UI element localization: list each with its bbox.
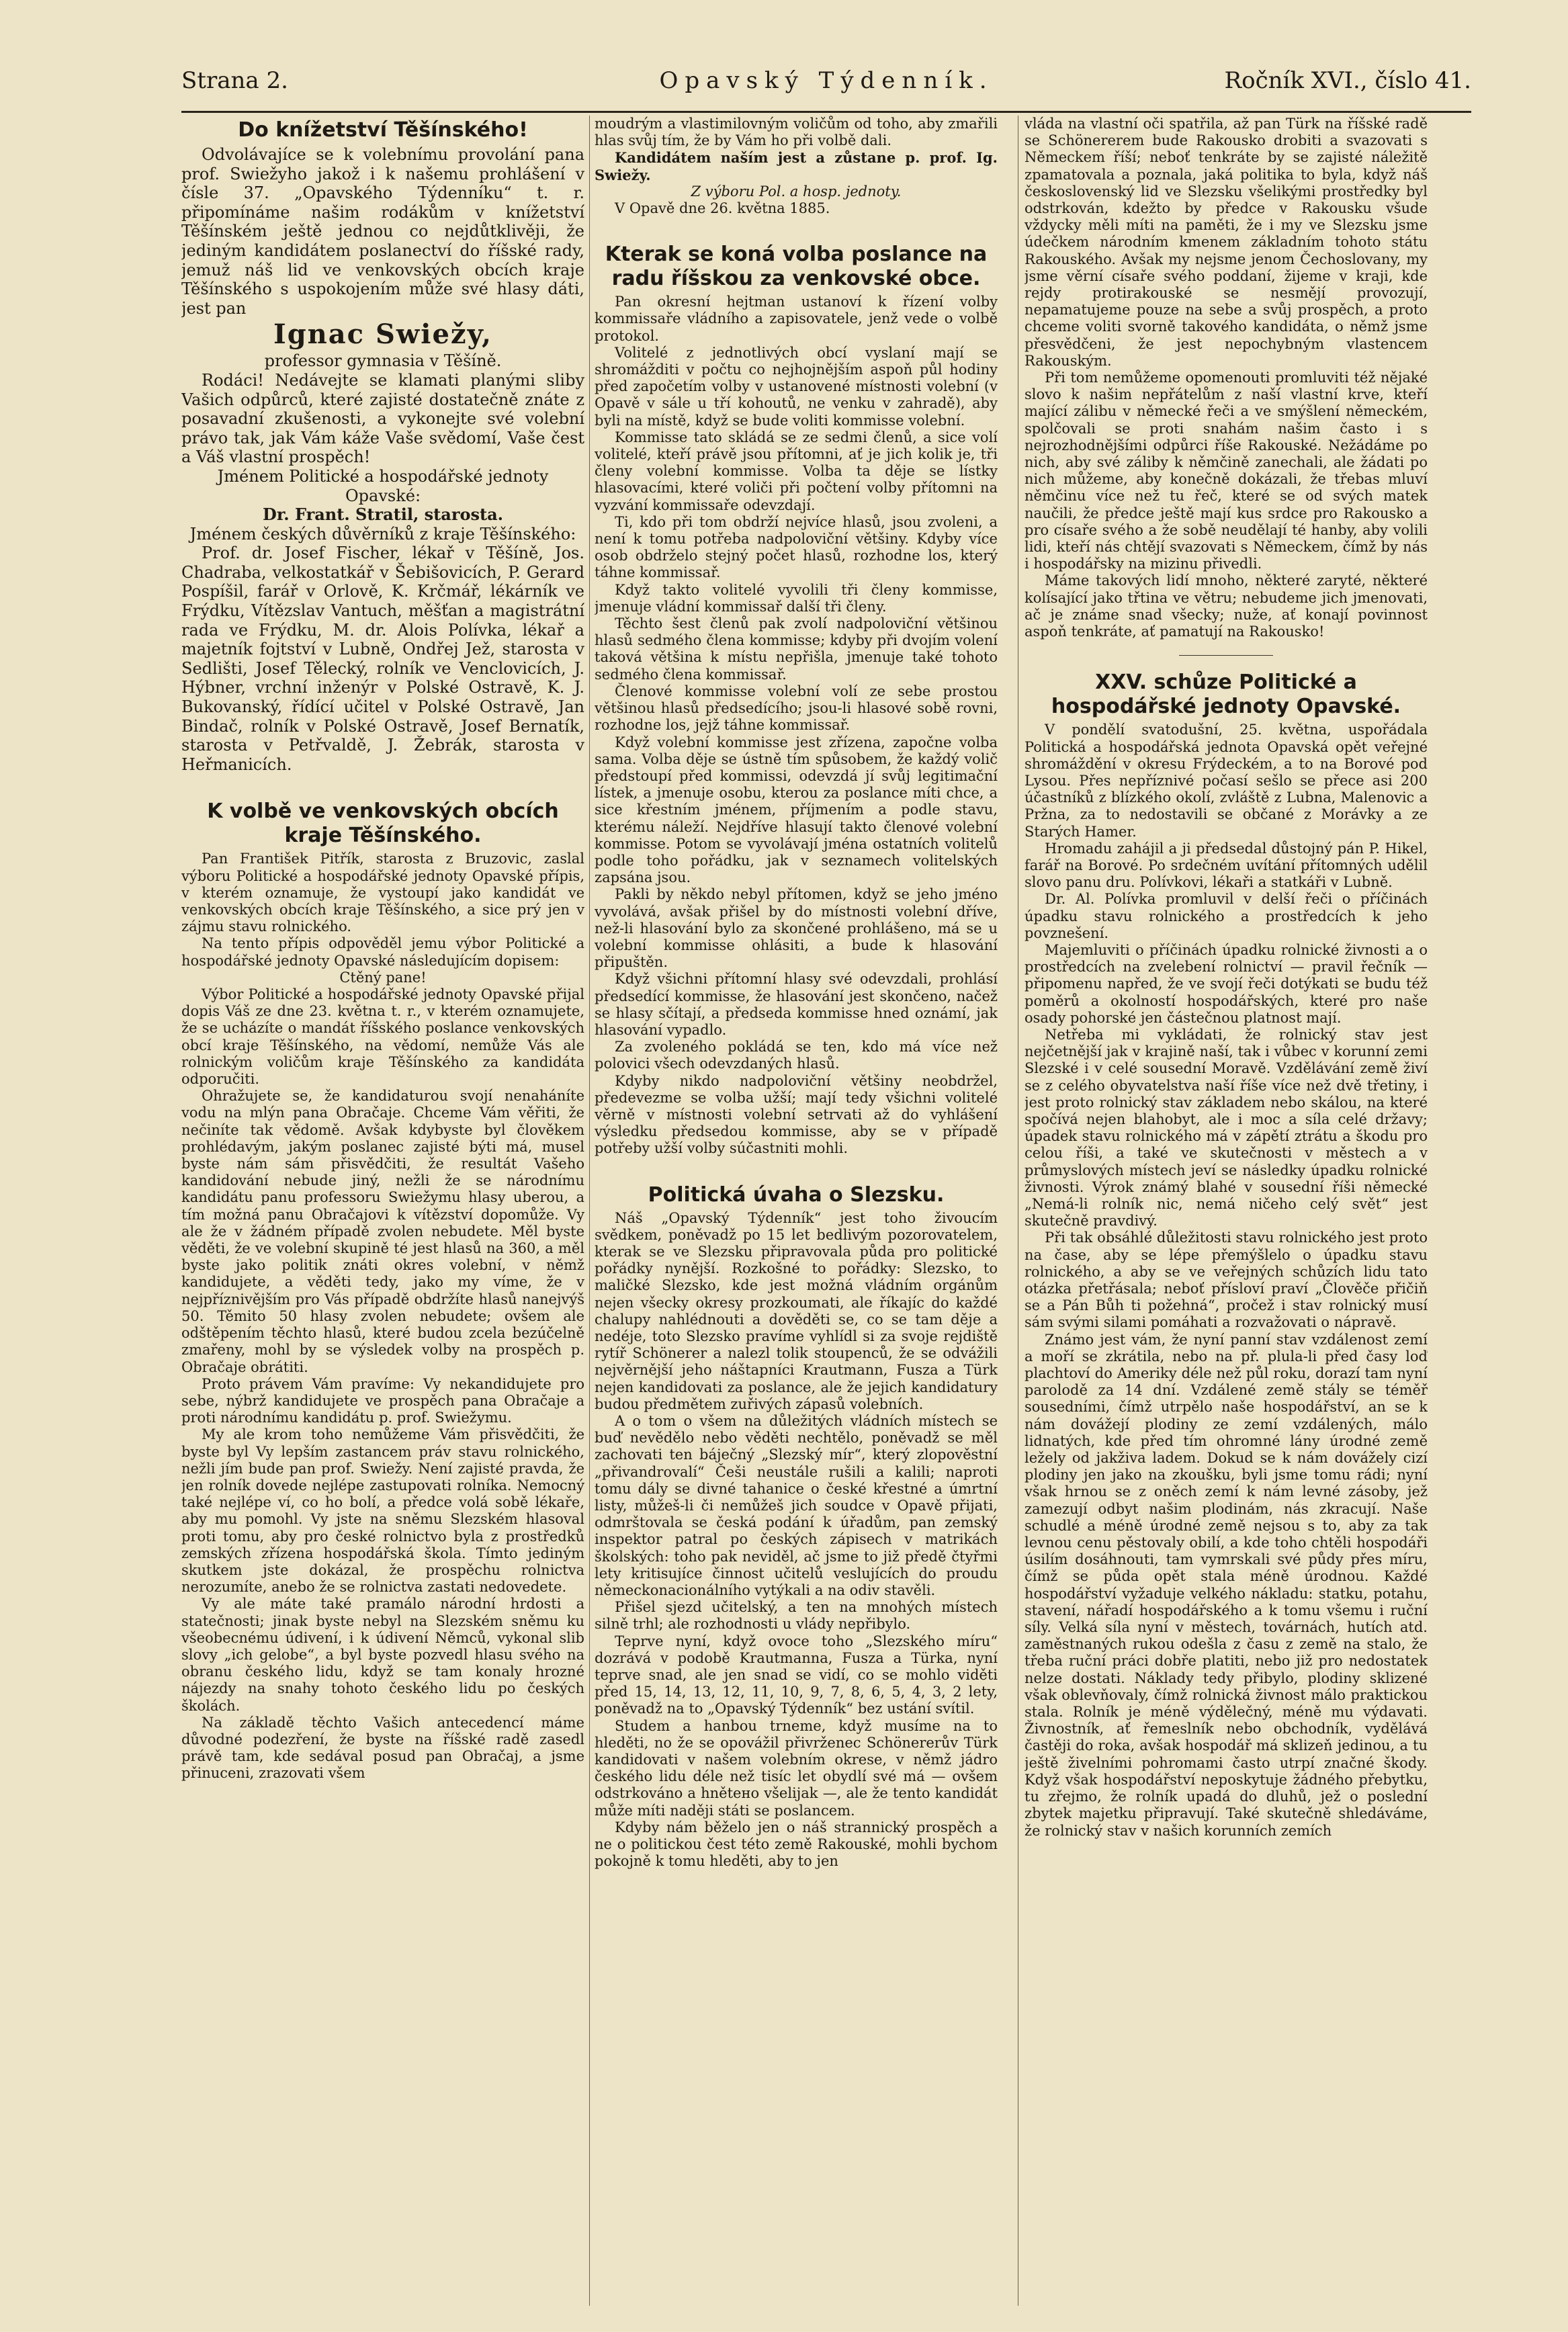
signer-name: Dr. Frant. Stratil, starosta.: [263, 505, 503, 525]
article-paragraph: Pan okresní hejtman ustanoví k řízení volby kommissaře vládního a zapisovatele, jenž vede o volbě protokol.: [595, 294, 998, 344]
article-paragraph: Majemluviti o příčinách úpadku rolnické živnosti a o prostředcích na zvelebení rolnictví — pravil řečník — připomenu napřed, že ve svojí řeči dotýkati se budu též poměrů a okolností hospodářských, které pro naše osady pohorské jen částečnou platnost mají.: [1025, 941, 1428, 1026]
article-paragraph: Výbor Politické a hospodářské jednoty Opavské přijal dopis Váš ze dne 23. května t. r., v kterém oznamujete, že se ucházíte o mandát říšského poslance venkovských obcí kraje Těšínského, na vědomí, nemůže Vás ale rolnickým voličům kraje Těšínského za kandidáta odporučiti.: [181, 986, 584, 1088]
article-silesia-continued: [1025, 116, 1428, 640]
article-paragraph: Při tak obsáhlé důležitosti stavu rolnického jest proto na čase, aby se lépe přemýšlelo o úpadku stavu rolnického, a aby se ve veřejných schůzích lidu tato otázka přetřásala; neboť přísloví praví „Člověče přičiň se a Pán Bůh ti požehná“, pročež i stav rolnický musí sám svými silami pomáhati a rozvažovati o nápravě.: [1025, 1229, 1428, 1331]
article-paragraph: Rodáci! Nedávejte se klamati planými sliby Vašich odpůrců, které zajisté dostatečně znáte z posavadní zkušenosti, a vykonejte své volební právo tak, jak Vám káže Vaše svědomí, Vaše čest a Váš vlastní prospěch!: [181, 370, 584, 467]
article-paragraph: Netřeba mi vykládati, že rolnický stav jest nejčetnější jak v krajině naší, tak i vůbec v korunní zemi Slezské i v celé sousední Moravě. Vzdělávání země živí se z celého obyvatelstva naší říše více než dvě třetiny, i jest proto rolnický stav základem nebo skálou, na které spočívá nejen blahobyt, ale i moc a síla celé državy; úpadek stavu rolnického má v zápětí ztrátu a škodu pro celou říši, a také ve skutečnosti v městech a v průmyslových místech jeví se následky úpadku rolnické živnosti. Výrok známý blahé v sousední říši německé „Nemá-li rolník nic, nemá ničeho celý svět“ jest skutečně pravdivý.: [1025, 1026, 1428, 1229]
article-title: XXV. schůze Politické a hospodářské jednoty Opavské.: [1051, 671, 1401, 719]
article-paragraph: Na základě těchto Vašich antecedencí máme důvodné podezření, že byste na říšské radě zasedl právě tam, kde sedával posud pan Obračaj, a jsme přinuceni, zrazovati všem: [181, 1714, 584, 1782]
article-rural-election: [181, 800, 584, 1782]
page-header: [181, 62, 1471, 102]
article-title: Politická úvaha o Slezsku.: [648, 1182, 945, 1207]
article-paragraph: Když takto volitelé vyvolili tři členy kommisse, jmenuje vládní kommissař další tři členy.: [595, 581, 998, 615]
dateline: V Opavě dne 26. května 1885.: [615, 200, 830, 217]
article-paragraph: Hromadu zahájil a ji předsedal důstojný pán P. Hikel, farář na Borové. Po srdečném uvítání přítomných udělil slovo panu dru. Polívkovi, lékaři a statkáři v Lubně.: [1025, 840, 1428, 891]
signature-line: Z výboru Pol. a hosp. jednoty.: [691, 183, 902, 200]
article-paragraph: Volitelé z jednotlivých obcí vyslaní mají se shromážditi v počtu co nejhojnějším aspoň půl hodiny před započetím volby v ustanovené místnosti volební (v Opavě v sále u tří kohoutů, ne venku v zahradě), aby byli na místě, když se bude voliti kommisse volební.: [595, 344, 998, 429]
article-teschen-principality: [181, 118, 584, 774]
article-silesia-reflection: [595, 1183, 998, 1870]
article-paragraph: My ale krom toho nemůžeme Vám přisvědčiti, že byste byl Vy lepším zastancem práv stavu rolnického, nežli jím bude pan prof. Swiežy. Není zajisté pravda, že jen rolník dovede nejlépe zastupovati rolníka. Nemocný také nejlépe ví, co ho bolí, a předce volá sobě lékaře, aby mu pomohl. Vy jste na sněmu Slezském hlasoval proti tomu, aby pro české rolnictvo byla z prostředků zemských zřízena hospodářská škola. Tímto jediným skutkem jste dokázal, že prospěchu rolnictva nerozumíte, anebo že se rolnictva zastati nedovedete.: [181, 1426, 584, 1596]
column-2: [595, 116, 998, 2306]
article-election-procedure: [595, 243, 998, 1157]
article-paragraph: Když volební kommisse jest zřízena, započne volba sama. Volba děje se ústně tím spůsobem, že každý volič předstoupí před kommissi, odevzdá jí svůj legitimační lístek, a jmenuje osobu, kterou za poslance míti chce, a sice křestním jménem, příjmením a podle stavu, kterému náleží. Nejdříve hlasují takto členové volební kommisse. Potom se vyvolávají jména ostatních volitelů podle toho pořádku, jak v seznamech volitelských zapsána jsou.: [595, 734, 998, 886]
article-paragraph: A o tom o všem na důležitých vládních místech se buď nevědělo nebo věděti nechtělo, poněvadž se měl zachovati ten báječný „Slezský mír“, který zlopověstní „přivandrovalí“ Češi neustále rušili a kalili; naproti tomu dály se divné tahanice o české křestné a úmrtní listy, můžeš-li či nemůžeš jich soudce v Opavě přijati, odmrštovala se česká podání k úřadům, pan zemský inspektor patral po českých zápisech v matrikách školských: toho pak neviděl, ač jsme to již předě čtyřmi lety kritisujíce činnost učitelů veslujících do proudu německonacionálního vytýkali a na odiv stavěli.: [595, 1413, 998, 1599]
candidate-name: Ignac Swiežy,: [273, 318, 492, 351]
article-paragraph: Na tento přípis odpověděl jemu výbor Politické a hospodářské jednoty Opavské následujícím dopisem:: [181, 935, 584, 969]
article-paragraph: Náš „Opavský Týdenník“ jest toho živoucím svědkem, poněvadž po 15 let bedlivým pozorovatelem, kterak se ve Slezsku připravovala půda pro politické pořádky nynější. Rozkošné to pořádky: Slezsko, to maličké Slezsko, kde jest možná vládním orgánům nejen všecky okresy prozkoumati, ale říkajíc do každé chalupy nahlédnouti a dověděti se, co se tam děje a nedéje, toto Slezsko pravíme vyhlídl si za svoje rejdiště rytíř Schönerer a nalezl tolik stoupenců, že se odvážili nejvěrnější jeho náštapníci Krautmann, Fusza a Türk nejen kandidovati za poslance, ale že jejich kandidatury budou předmětem zuřivých zápasů volebních.: [595, 1209, 998, 1412]
article-paragraph: Při tom nemůžeme opomenouti promluviti též nějaké slovo k našim nepřátelům z naší vlastní krve, kteří mající zálibu v německé řeči a ve smýšlení německém, spolčovali se proti snahám našim často i s nejrozhodnějšími odpůrci říše Rakouské. Nežádáme po nich, aby své záliby k němčině zanechali, ale žádati po nich můžeme, aby konečně dokázali, že třebas mluví němčinu více než tu řeč, které se od svých matek naučili, že předce ještě mají kus srdce pro Rakousko a pro císaře svého a že sobě neudělají té hanby, aby volili lidi, kteří nás chtějí svazovati s Německem, čímž by nás i hospodářsky na mizinu přivedli.: [1025, 370, 1428, 572]
article-paragraph: Studem a hanbou trneme, když musíme na to hleděti, no že se opovážil přivrženec Schönererův Türk kandidovati v našem volebním okrese, v němž jádro českého lidu déle než tisíc let obydlí své má — ovšem odstrkováno a hnětено všelijak —, ale že tento kandidát může míti naději státi se poslancem.: [595, 1717, 998, 1819]
article-paragraph: Teprve nyní, když ovoce toho „Slezského míru“ dozrává v podobě Krautmanna, Fusza a Türka, nyní teprve snad, ale jen snad se vidí, co se mohlo viděti před 15, 14, 13, 12, 11, 10, 9, 7, 8, 6, 5, 4, 3, 2 lety, poněvadž na to „Opavský Týdenník“ bez ustání svítil.: [595, 1633, 998, 1717]
article-paragraph: Kandidátem naším jest a zůstane p. prof. Ig. Swiežy.: [595, 149, 998, 183]
article-paragraph: V pondělí svatodušní, 25. května, uspořádala Politická a hospodářská jednota Opavská opět veřejné shromáždění v okresu Frýdeckém, a to na Borové pod Lysou. Přes nepříznivé počasí sešlo se přece asi 200 účastníků z blízkého okolí, zvláště z Lubna, Malenovic a Pržna, za to nedostavili se občané z Morávky a ze Starých Hamer.: [1025, 722, 1428, 840]
article-title: Do knížetství Těšínského!: [238, 118, 528, 142]
letter-salutation: Ctěný pane!: [339, 969, 427, 986]
article-paragraph: Těchto šest členů pak zvolí nadpoloviční většinou hlasů sedmého člena kommisse; kdyby při dvojím volení taková většina k místu nepřišla, jmenuje také tohoto sedmého člena kommissař.: [595, 615, 998, 683]
article-paragraph: Přišel sjezd učitelský, a ten na mnohých místech silně trhl; ale rozhodnosti u vlády nepřibylo.: [595, 1599, 998, 1633]
article-paragraph: Pan František Pitřík, starosta z Bruzovic, zaslal výboru Politické a hospodářské jednoty Opavské přípis, v kterém oznamuje, že vystoupí jako kandidát ve venkovských obcích kraje Těšínského, a sice prý jen v zájmu stavu rolnického.: [181, 851, 584, 935]
article-paragraph: Máme takových lidí mnoho, některé zaryté, některé kolísající jako třtina ve větru; nebudeme jich jmenovati, ač je známe snad všecky; nuže, ať konají povinnost aspoň tenkráte, ať pamatují na Rakousko!: [1025, 572, 1428, 640]
column-3: [1025, 116, 1428, 2306]
article-paragraph: Kdyby nám běželo jen o náš strannický prospěch a ne o politickou čest této země Rakouské, mohli bychom pokojně k tomu hleděti, aby to jen: [595, 1819, 998, 1870]
article-paragraph: vláda na vlastní oči spatřila, až pan Türk na říšské radě se Schönererem bude Rakousko drobiti a svazovati s Německem říší; neboť tenkráte by se zajisté náležitě zpamatovala a poznala, jaká politika to byla, když náš československý lid ve Slezsku všelikými prostředky byl odstrkován, kdežto by předce v Rakousku všude vždycky měli míti na paměti, že i my ve Slezsku jsme údečkem národním kmenem základním tohoto státu Rakouského. Avšak my nejsme jenom Čechoslovany, my jsme věrní císaře svého poddaní, žijeme v kraji, kde rejdy protirakouské se nesmějí provozují, nepamatujeme pouze na sebe a svůj prospěch, a proto chceme voliti svorně takového kandidáta, o němž jsme přesvědčeni, že jest nepochybným vlastencem Rakouským.: [1025, 116, 1428, 369]
article-paragraph: Proto právem Vám pravíme: Vy nekandidujete pro sebe, nýbrž kandidujete ve prospěch pana Obračaje a proti národnímu kandidátu p. prof. Swiežymu.: [181, 1375, 584, 1426]
column-1: [181, 116, 584, 2306]
article-paragraph: Dr. Al. Polívka promluvil v delší řeči o příčinách úpadku stavu rolnického a prostředcích k jeho povznešení.: [1025, 891, 1428, 941]
article-paragraph: Za zvoleného pokládá se ten, kdo má více než polovici všech odevzdaných hlasů.: [595, 1039, 998, 1072]
candidate-title: professor gymnasia v Těšíně.: [264, 351, 502, 371]
page-number: Strana 2.: [181, 67, 288, 94]
article-paragraph: Ti, kdo při tom obdrží nejvíce hlasů, jsou zvoleni, a není k tomu potřeba nadpoloviční většiny. Kdyby více osob obdrželo stejný počet hlasů, rozhodne los, který táhne kommissař.: [595, 513, 998, 581]
article-paragraph: Když všichni přítomní hlasy své odevzdali, prohlásí předsedící kommisse, že hlasování jest skončeno, načež se hlasy sčítají, a předseda kommisse hned oznámí, jak hlasování vypadlo.: [595, 971, 998, 1038]
article-paragraph: Kdyby nikdo nadpoloviční většiny neobdržel, předevezme se volba užší; mají tedy všichni volitelé věrně v místnosti volební setrvati až do vyhlášení výsledku předsedou kommisse, aby se v případě potřeby užší volby súčastniti mohli.: [595, 1072, 998, 1157]
article-title: Kterak se koná volba poslance na radu říšskou za venkovské obce.: [605, 243, 988, 291]
on-behalf-line: Jménem českých důvěrníků z kraje Těšínského:: [189, 524, 576, 544]
column-divider: [589, 116, 590, 2306]
section-separator: [1179, 655, 1273, 656]
article-paragraph: Kommisse tato skládá se ze sedmi členů, a sice volí volitelé, kteří právě jsou přítomni, ať je jich kolik je, tři členy volební kommisse. Volba ta děje se lístky hlasovacími, které voliči při počtení volby přítomni na vyzvání kommissaře odevzdají.: [595, 429, 998, 513]
article-paragraph: Známo jest vám, že nyní panní stav vzdálenost zemí a moří se zkrátila, nebo na př. plula-li před časy loď plachtoví do Ameriky déle než půl roku, dorazí tam nyní parolodě za 14 dní. Vzdálené země stály se téměř sousedními, čímž utrpělo naše hospodářství, an se k nám dovážejí plodiny ze zemí vzdálených, málo lidnatých, kde před tím ohromné lány úrodné země ležely od jakživa ladem. Dokud se k nám dovážely cizí plodiny jen jako na zkoušku, byli jsme tomu rádi; nyní však hrnou se z oněch zemí k nám levné zásoby, jež zamezují odbyt našim plodinám, nás zkracují. Naše schudlé a méně úrodné země nejsou s to, aby za tak levnou cenu pěstovaly obilí, a kde toho chtěli hospodáři úsilím dosáhnouti, tam vymrskali své půdy přes míru, čímž se půda opět stala méně úrodnou. Každé hospodářství vyžaduje velkého nákladu: statku, potahu, stavení, nářadí hospodářského a k tomu všemu i ruční síly. Velká síla nyní v městech, továrnách, hutích atd. zaměstnaných rukou odešla z času z země na stalo, že třeba ruční práci dobře platiti, nebo již pro nedostatek nelze dostati. Náklady tedy přibylo, plodiny sklizené však oblevňovaly, čímž rolnická živnost málo praktickou stala. Rolník je méně výdělečný, méně mu výdavati. Živnostník, ať řemeslník nebo obchodník, vydělává častěji do roka, avšak hospodář má sklizeň jedinou, a tu ještě živelními pohromami často utrpí značné škody. Když však hospodářství neposkytuje žádného přebytku, tu zřejmo, že rolník upadá do dluhů, jež o poslední zbytek majetku připravují. Také skutečně shledáváme, že rolnický stav v našich korunních zemích: [1025, 1331, 1428, 1839]
volume-issue: Ročník XVI., číslo 41.: [1224, 67, 1471, 94]
newspaper-masthead: Opavský Týdenník.: [659, 67, 994, 94]
article-paragraph: Pakli by někdo nebyl přítomen, když se jeho jméno vyvolává, avšak přišel by do místnosti volební dříve, než-li hlasování bylo za skončené prohlášeno, má se u volební kommisse ohlásiti, a bude k hlasování připuštěn.: [595, 886, 998, 971]
article-paragraph: Ohražujete se, že kandidaturou svojí nenaháníte vodu na mlýn pana Obračaje. Chceme Vám věřiti, že nečiníte tak vědomě. Avšak kdybyste byl člověkem prohlédavým, jakým poslanec zajisté býti má, musel byste nám sám přisvědčiti, že resultát Vašeho kandidování nebude jiný, nežli že se národnímu kandidátu panu professoru Swiežymu hlasy uberou, a tím možná panu Obračajovi k vítězství dopomůže. Vy ale že v žádném případě zvolen nebudete. Měl byste věděti, že ve volební skupině té jest hlasů na 360, a měl byste jako politik znáti okres volební, v němž kandidujete, a věděti tedy, jako my víme, že v nejpříznivějším pro Vás případě obdržíte hlasů nanejvýš 50. Těmito 50 hlasy zvolen nebudete; ovšem ale odštěpením těchto hlasů, které budou zcela bezúčelně zmařeny, mohl by se výsledek volby na prospěch p. Obračaje obrátiti.: [181, 1088, 584, 1375]
header-rule: [181, 111, 1471, 113]
signatories-list: Prof. dr. Josef Fischer, lékař v Těšíně, Jos. Chadraba, velkostatkář v Šebišovicích, P. Gerard Pospíšil, farář v Orlově, K. Krčmář, lékárník ve Frýdku, Vítězslav Vantuch, měšťan a magistrátní rada ve Frýdku, M. dr. Alois Polívka, lékař a majetník fojtství v Lubně, Ondřej Jež, starosta v Sedlišti, Josef Tělecký, rolník ve Venclovicích, J. Hýbner, vrchní inženýr v Polské Ostravě, K. J. Bukovanský, řídící učitel v Polské Ostravě, Jan Bindač, rolník v Polské Ostravě, Josef Bernatík, starosta v Petřvaldě, J. Žebrák, starosta v Heřmanicích.: [181, 544, 584, 774]
article-meeting-report: [1025, 671, 1428, 1839]
article-paragraph: moudrým a vlastimilovným voličům od toho, aby zmařili hlas svůj tím, že by Vám ho při volbě dali.: [595, 116, 998, 149]
article-title: K volbě ve venkovských obcích kraje Těšínského.: [207, 800, 559, 848]
article-paragraph: Odvolávajíce se k volebnímu provolání pana prof. Swiežyho jakož i k našemu prohlášení v čísle 37. „Opavského Týdenníku“ t. r. připomínáme našim rodákům v knížetství Těšínském ještě jednou co nejdůtklivěji, že jediným kandidátem poslanectví do říšské rady, jemuž náš lid ve venkovských obcích kraje Těšínského s uspokojením může své hlasy dáti, jest pan: [181, 145, 584, 318]
article-paragraph: Členové kommisse volební volí ze sebe prostou většinou hlasů předsedícího; jsou-li hlasové sobě rovni, rozhodne los, jejž táhne kommissař.: [595, 683, 998, 734]
article-paragraph: Vy ale máte také pramálo národní hrdosti a statečnosti; jinak byste nebyl na Slezském sněmu ku všeobecnému údivení, i k údivení Němců, vykonal slib slovy „ich gelobe“, a byl byste pozvedl hlasu svého na obranu českého lidu, když se tam konaly hrozné nájezdy na snahy tohoto českého lidu po českých školách.: [181, 1596, 584, 1714]
on-behalf-line: Jménem Politické a hospodářské jednoty Opavské:: [217, 466, 549, 505]
